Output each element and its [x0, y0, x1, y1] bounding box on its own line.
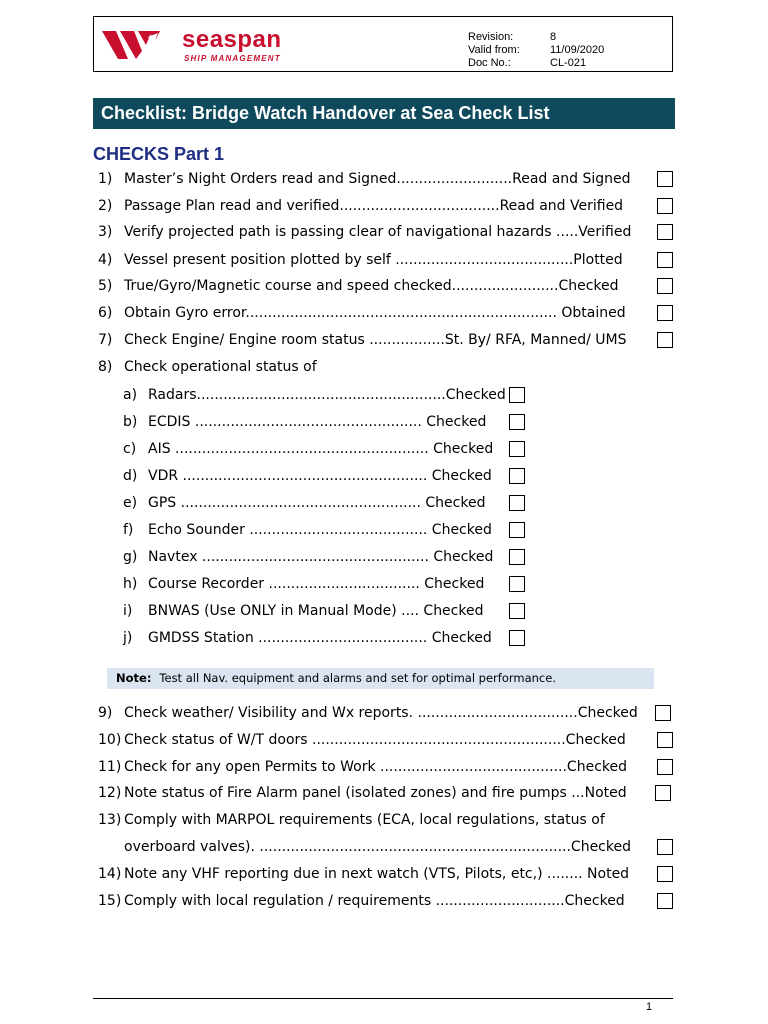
item-number: 1) — [98, 171, 113, 187]
item-number: 7) — [98, 332, 113, 348]
meta-value: 8 — [550, 31, 557, 43]
item-text: True/Gyro/Magnetic course and speed checked........................Checked — [124, 278, 619, 294]
item-text: Passage Plan read and verified....................................Read and Verified — [124, 198, 624, 214]
item-number: 14) — [98, 866, 122, 882]
item-number: i) — [123, 603, 133, 619]
item-text: GPS ...................................................... Checked — [148, 495, 486, 511]
seaspan-logo-mark-icon — [102, 29, 174, 61]
item-checkbox[interactable] — [509, 414, 525, 430]
item-number: 8) — [98, 359, 113, 375]
item-number: 13) — [98, 812, 122, 828]
item-checkbox[interactable] — [657, 171, 673, 187]
brand-subtitle: SHIP MANAGEMENT — [184, 54, 281, 63]
meta-value: 11/09/2020 — [550, 44, 605, 56]
item-text: Master’s Night Orders read and Signed..........................Read and Signed — [124, 171, 631, 187]
item-checkbox[interactable] — [657, 866, 673, 882]
item-text: Note any VHF reporting due in next watch (VTS, Pilots, etc,) ........ Noted — [124, 866, 630, 882]
item-number: g) — [123, 549, 138, 565]
item-number: 6) — [98, 305, 113, 321]
document-header — [93, 16, 673, 72]
item-text: Check weather/ Visibility and Wx reports. ....................................Checked — [124, 705, 638, 721]
item-text: Check operational status of — [124, 359, 317, 375]
item-checkbox[interactable] — [657, 278, 673, 294]
item-checkbox[interactable] — [509, 387, 525, 403]
item-number: 9) — [98, 705, 113, 721]
item-checkbox[interactable] — [657, 332, 673, 348]
item-text: Check status of W/T doors .........................................................Checked — [124, 732, 626, 748]
item-number: c) — [123, 441, 137, 457]
item-number: j) — [123, 630, 133, 646]
item-number: 5) — [98, 278, 113, 294]
seaspan-logo — [102, 25, 292, 65]
brand-name: seaspan — [182, 26, 282, 53]
item-number: h) — [123, 576, 138, 592]
note-box — [107, 668, 654, 689]
item-checkbox[interactable] — [657, 759, 673, 775]
item-text: Course Recorder .................................. Checked — [148, 576, 485, 592]
item-number: a) — [123, 387, 138, 403]
item-checkbox[interactable] — [509, 441, 525, 457]
item-text: AIS ......................................................... Checked — [148, 441, 494, 457]
item-text: Radars........................................................Checked — [148, 387, 506, 403]
page-number: 1 — [646, 1001, 653, 1013]
item-checkbox[interactable] — [657, 252, 673, 268]
item-text: Echo Sounder ........................................ Checked — [148, 522, 492, 538]
item-text: Comply with MARPOL requirements (ECA, local regulations, status of — [124, 812, 605, 828]
item-text: Obtain Gyro error...................................................................... Obtained — [124, 305, 626, 321]
meta-row-valid-from — [468, 44, 604, 57]
item-text: Check Engine/ Engine room status .................St. By/ RFA, Manned/ UMS — [124, 332, 627, 348]
item-number: 11) — [98, 759, 122, 775]
item-text: ECDIS ................................................... Checked — [148, 414, 487, 430]
item-checkbox[interactable] — [509, 576, 525, 592]
item-checkbox[interactable] — [509, 495, 525, 511]
checklist-title: Checklist: Bridge Watch Handover at Sea Check List — [93, 98, 675, 129]
item-text: Check for any open Permits to Work ..........................................Checked — [124, 759, 628, 775]
footer-divider — [93, 998, 673, 999]
item-checkbox[interactable] — [655, 785, 671, 801]
item-number: 2) — [98, 198, 113, 214]
item-number: 15) — [98, 893, 122, 909]
item-checkbox[interactable] — [657, 839, 673, 855]
item-checkbox[interactable] — [509, 549, 525, 565]
meta-label: Valid from: — [468, 44, 520, 56]
document-meta — [468, 31, 604, 70]
item-checkbox[interactable] — [657, 224, 673, 240]
note-text: Test all Nav. equipment and alarms and set for optimal performance. — [159, 671, 556, 685]
item-checkbox[interactable] — [509, 522, 525, 538]
item-number: 3) — [98, 224, 113, 240]
meta-label: Revision: — [468, 31, 514, 43]
item-number: 12) — [98, 785, 122, 801]
item-checkbox[interactable] — [509, 468, 525, 484]
note-label: Note: — [116, 671, 152, 685]
item-checkbox[interactable] — [657, 198, 673, 214]
item-number: 4) — [98, 252, 113, 268]
item-text: BNWAS (Use ONLY in Manual Mode) .... Checked — [148, 603, 484, 619]
item-checkbox[interactable] — [657, 305, 673, 321]
item-text: overboard valves). ......................................................................Checked — [124, 839, 631, 855]
item-number: d) — [123, 468, 138, 484]
item-checkbox[interactable] — [509, 603, 525, 619]
meta-row-doc-no — [468, 57, 604, 70]
item-checkbox[interactable] — [655, 705, 671, 721]
section-title: CHECKS Part 1 — [93, 144, 225, 164]
item-number: f) — [123, 522, 134, 538]
item-text: GMDSS Station ...................................... Checked — [148, 630, 492, 646]
meta-row-revision — [468, 31, 604, 44]
item-text: VDR ....................................................... Checked — [148, 468, 492, 484]
item-number: e) — [123, 495, 138, 511]
item-number: b) — [123, 414, 138, 430]
item-checkbox[interactable] — [657, 893, 673, 909]
item-text: Navtex ................................................... Checked — [148, 549, 494, 565]
item-checkbox[interactable] — [509, 630, 525, 646]
item-text: Comply with local regulation / requirements .............................Checked — [124, 893, 625, 909]
item-text: Vessel present position plotted by self ........................................Plotted — [124, 252, 623, 268]
item-text: Verify projected path is passing clear of navigational hazards .....Verified — [124, 224, 632, 240]
meta-label: Doc No.: — [468, 57, 511, 69]
item-number: 10) — [98, 732, 122, 748]
meta-value: CL-021 — [550, 57, 587, 69]
item-checkbox[interactable] — [657, 732, 673, 748]
item-text: Note status of Fire Alarm panel (isolated zones) and fire pumps ...Noted — [124, 785, 627, 801]
